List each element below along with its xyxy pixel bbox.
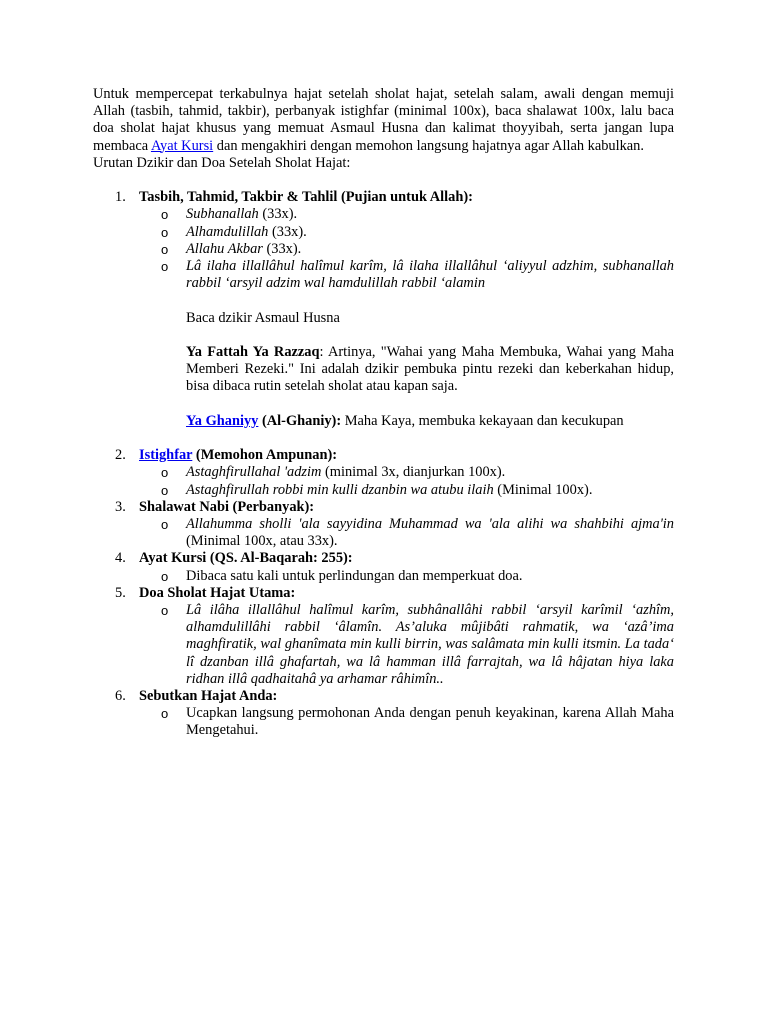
step-title: Shalawat Nabi (Perbanyak):: [139, 498, 315, 515]
step-title: Doa Sholat Hajat Utama:: [139, 584, 296, 601]
step-6-items: [139, 705, 674, 739]
list-item: o Dibaca satu kali untuk perlindungan dan memperkuat doa.: [161, 567, 523, 584]
bullet-icon: o: [161, 207, 169, 223]
ya-ghaniyy-link[interactable]: Ya Ghaniyy: [186, 412, 259, 429]
list-item: o Ucapkan langsung permohonan Anda dengan penuh keyakinan, karena Allah Maha Mengetahui.: [161, 705, 674, 739]
bullet-icon: o: [161, 465, 169, 481]
step-number: 6.: [115, 688, 126, 705]
step-number: 3.: [115, 498, 126, 515]
list-item: o Lâ ilâha illallâhul halîmul karîm, subhânallâhi rabbil ‘arsyil karîmil ‘azhîm, alhamdulillâhi rabbil ‘âlamîn. As’aluka mûjibâti rahmatik, wa ‘azâ’ima maghfiratik, wal ghanîmata min kulli birrin, was salâmata min kulli itsmin. La tada‘ lî dzanban illâ ghafartah, wa lâ hamman illâ farrajtah, wa lâ hâjatan hiya laka ridhan illâ qadhaitahâ ya arhamar râhimîn..: [161, 602, 674, 687]
istighfar-link[interactable]: Istighfar: [139, 447, 193, 464]
ya-fattah-paragraph: Ya Fattah Ya Razzaq: Artinya, "Wahai yang Maha Membuka, Wahai yang Maha Memberi Rezeki." Ini adalah dzikir pembuka pintu rezeki dan keberkahan hidup, bisa dibaca rutin setelah sholat atau kapan saja.: [186, 344, 674, 395]
intro-paragraph: [93, 86, 674, 155]
step-title: Ayat Kursi (QS. Al-Baqarah: 255):: [139, 550, 353, 567]
bullet-icon: o: [161, 517, 169, 532]
step-2: [93, 447, 674, 499]
step-title: Tasbih, Tahmid, Takbir & Tahlil (Pujian untuk Allah):: [139, 189, 473, 206]
ya-ghaniyy-paragraph: Ya Ghaniyy (Al-Ghaniy): Maha Kaya, membuka kekayaan dan kecukupan: [186, 412, 624, 429]
bullet-icon: o: [161, 224, 169, 240]
step-5-items: [139, 602, 674, 688]
step-4: [93, 550, 674, 584]
step-title: Sebutkan Hajat Anda:: [139, 688, 278, 705]
document-body: [93, 86, 674, 740]
intro-text-end: dan mengakhiri dengan memohon langsung hajatnya agar Allah kabulkan.: [213, 137, 644, 154]
step-number: 2.: [115, 447, 126, 464]
bullet-icon: o: [161, 482, 169, 498]
step-1: [93, 189, 674, 447]
section-subtitle: Urutan Dzikir dan Doa Setelah Sholat Hajat:: [93, 154, 351, 171]
list-item: o Alhamdulillah (33x).: [161, 223, 307, 240]
bullet-icon: o: [161, 241, 169, 257]
list-item: o Lâ ilaha illallâhul halîmul karîm, lâ ilaha illallâhul ‘aliyyul adzhim, subhanallah rabbil ‘arsyil adzim wal hamdulillah rabbil ‘alamin: [161, 258, 674, 292]
step-number: 4.: [115, 550, 126, 567]
step-3: [93, 499, 674, 551]
bullet-icon: o: [161, 568, 169, 584]
list-item: o Astaghfirullah robbi min kulli dzanbin wa atubu ilaih (Minimal 100x).: [161, 481, 593, 498]
list-item: o Astaghfirullahal 'adzim (minimal 3x, dianjurkan 100x).: [161, 464, 506, 481]
step-number: 5.: [115, 584, 126, 601]
list-item: o Allahu Akbar (33x).: [161, 240, 302, 257]
intro-text: Untuk mempercepat terkabulnya hajat setelah sholat hajat, setelah salam, awali dengan memuji Allah (tasbih, tahmid, takbir), perbanyak istighfar (minimal 100x), baca shalawat 100x, lalu baca doa sholat hajat khusus yang memuat Asmaul Husna dan kalimat thoyyibah, serta jangan lupa membaca: [93, 86, 674, 154]
step-3-items: [139, 516, 674, 550]
dzikir-steps-list: [93, 189, 674, 739]
bullet-icon: o: [161, 603, 169, 619]
bullet-icon: o: [161, 706, 169, 722]
step-2-items: [139, 464, 674, 498]
list-item: o Subhanallah (33x).: [161, 206, 298, 223]
step-5: [93, 585, 674, 688]
asmaul-husna-heading: Baca dzikir Asmaul Husna: [186, 309, 340, 326]
bullet-icon: o: [161, 259, 169, 275]
step-1-items: [139, 206, 674, 292]
ayat-kursi-link[interactable]: Ayat Kursi: [150, 137, 214, 154]
step-6: [93, 688, 674, 740]
step-number: 1.: [115, 189, 126, 206]
list-item: o Allahumma sholli 'ala sayyidina Muhammad wa 'ala alihi wa shahbihi ajma'in (Minimal 100x, atau 33x).: [161, 516, 674, 550]
step-4-items: [139, 568, 674, 585]
step-title: (Memohon Ampunan):: [192, 447, 338, 464]
